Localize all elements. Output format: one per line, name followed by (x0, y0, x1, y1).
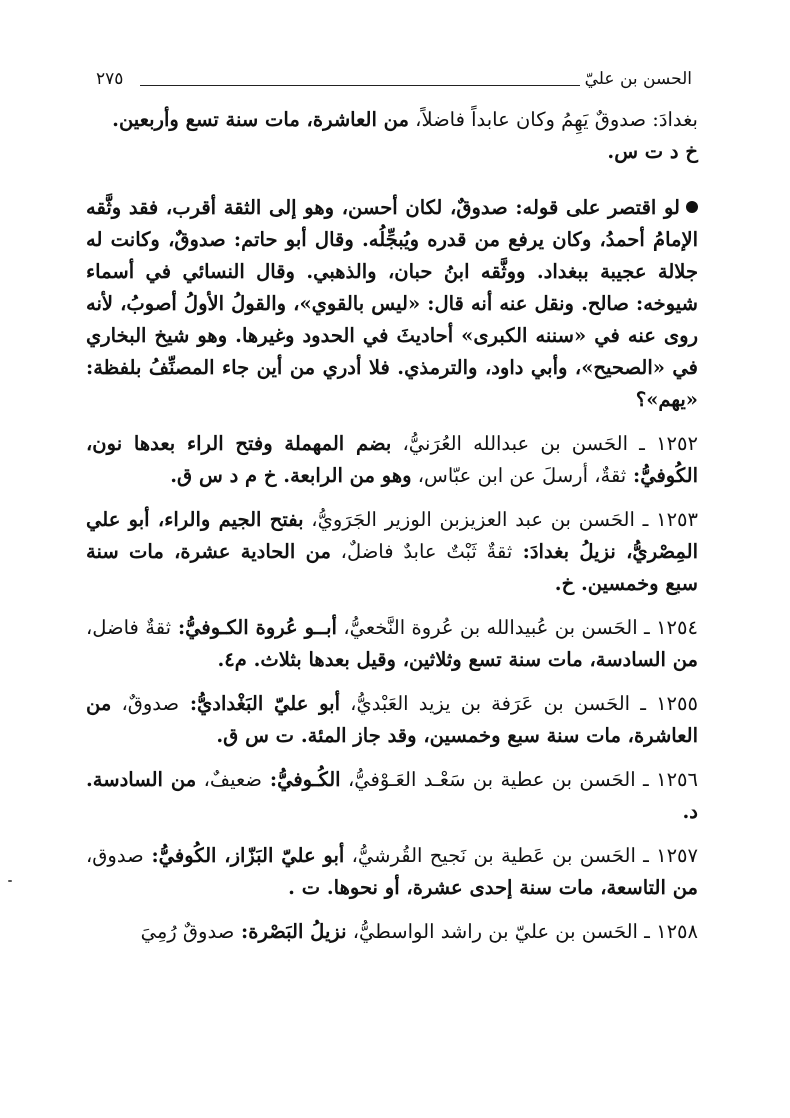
entry-name: الحَسن بن عَرَفة بن يزيد العَبْديُّ، (340, 692, 631, 715)
running-header (96, 68, 692, 94)
running-title: الحسن بن عليّ (584, 69, 692, 89)
entry-tabaqa: من التاسعة، مات سنة إحدى عشرة، أو نحوها. ت . (288, 876, 698, 899)
entry-1255: ١٢٥٥ ـ الحَسن بن عَرَفة بن يزيد العَبْديُّ، أبو عليّ البَغْداديُّ: صدوقٌ، من العاشرة، مات سنة سبع وخمسين، وقد جاز المئة. ت س ق. (86, 692, 698, 747)
page-number: ٢٧٥ (96, 69, 124, 89)
continuation-symbols: خ د ت س. (607, 140, 698, 163)
entry-name: الحَسن بن عطية بن سَعْـد العَـوْفيُّ، (340, 768, 636, 791)
entry-tabaqa: وهو من الرابعة. خ م د س ق. (170, 464, 412, 487)
entry-name: الحَسن بن عُبيدالله بن عُروة النَّخعيُّ، (336, 616, 638, 639)
entry-grade: صدوقٌ، (111, 692, 180, 715)
entry-nisba: بفتح الجيم والراء، أبو علي المِصْريُّ، نزيلُ بغدادَ: (86, 508, 698, 563)
scan-speck (8, 880, 12, 882)
page-body (86, 104, 698, 960)
entry-grade: صدوق، (86, 844, 144, 867)
entry-nisba: الكُـوفيُّ: (261, 768, 341, 791)
entry-name: الحَسن بن عبد العزيزبن الوزير الجَرَويُّ، (303, 508, 635, 531)
entry-number: ١٢٥٨ (656, 920, 698, 943)
entry-tabaqa: من العاشرة، مات سنة سبع وخمسين، وقد جاز المئة. ت س ق. (86, 692, 698, 747)
entry-grade: صدوقٌ رُمِيَ (140, 920, 235, 943)
entry-nisba: بضم المهملة وفتح الراء بعدها نون، الكُوفيُّ: (86, 432, 698, 487)
entry-number: ١٢٥٧ (656, 844, 698, 867)
entry-tabaqa: من الحادية عشرة، مات سنة سبع وخمسين. خ. (86, 540, 698, 595)
bullet-icon (686, 201, 698, 213)
entry-grade: ثقةٌ ثَبْتٌ عابدٌ فاضلٌ، (330, 540, 513, 563)
entry-nisba: أبو عليّ البَزّاز، الكُوفيُّ: (143, 844, 345, 867)
entry-number: ١٢٥٢ (656, 432, 698, 455)
entry-number: ١٢٥٦ (656, 768, 698, 791)
entry-grade: ضعيفٌ، (196, 768, 262, 791)
entry-number: ١٢٥٣ (656, 508, 698, 531)
entry-grade: ثقةٌ، أرسلَ عن ابن عبّاس، (411, 464, 627, 487)
editor-note-text: لو اقتصر على قوله: صدوقٌ، لكان أحسن، وهو إلى الثقة أقرب، فقد وثَّقه الإمامُ أحمدُ، وكان يرفع من قدره ويُبجِّلُه. وقال أبو حاتم: صدوقٌ، وكانت له جلالة عجيبة ببغداد. ووثَّقه ابنُ حبان، والذهبي. وقال النسائي في أسماء شيوخه: صالح. ونقل عنه أنه قال: «ليس بالقوي»، والقولُ الأولُ أصوبُ، لأنه روى عنه في «سننه الكبرى» أحاديثَ في الحدود وغيرها. وهو شيخ البخاري في «الصحيح»، وأبي داود، والترمذي. فلا أدري من أين جاء المصنِّفُ بلفظة: «يهم»؟ (86, 196, 698, 411)
continuation-paragraph (86, 104, 698, 168)
continuation-bold: من العاشرة، مات سنة تسع وأربعين. (112, 108, 409, 131)
entry-1252: ١٢٥٢ ـ الحَسن بن عبدالله العُرَنيُّ، بضم المهملة وفتح الراء بعدها نون، الكُوفيُّ: ثقةٌ، أرسلَ عن ابن عبّاس، وهو من الرابعة. خ م د س ق. (86, 432, 698, 487)
entry-name: الحَسن بن عليّ بن راشد الواسطيُّ، (346, 920, 638, 943)
entry-1254: ١٢٥٤ ـ الحَسن بن عُبيدالله بن عُروة النَّخعيُّ، أبــو عُروة الكـوفيُّ: ثقةٌ فاضل، من السادسة، مات سنة تسع وثلاثين، وقيل بعدها بثلاث. م٤. (86, 616, 698, 671)
entry-number: ١٢٥٥ (656, 692, 698, 715)
editor-note (86, 192, 698, 416)
entry-nisba: نزيلُ البَصْرة: (234, 920, 347, 943)
entry-tabaqa: من السادسة، مات سنة تسع وثلاثين، وقيل بعدها بثلاث. م٤. (217, 648, 698, 671)
entry-name: الحَسن بن عبدالله العُرَنيُّ، (391, 432, 628, 455)
entry-nisba: أبو عليّ البَغْداديُّ: (179, 692, 340, 715)
entry-1258: ١٢٥٨ ـ الحَسن بن عليّ بن راشد الواسطيُّ، نزيلُ البَصْرة: صدوقٌ رُمِيَ (140, 920, 698, 943)
entry-1257: ١٢٥٧ ـ الحَسن بن عَطية بن نَجيح القُرشيُّ، أبو عليّ البَزّاز، الكُوفيُّ: صدوق، من التاسعة، مات سنة إحدى عشرة، أو نحوها. ت . (86, 844, 698, 899)
entry-nisba: أبــو عُروة الكـوفيُّ: (171, 616, 337, 639)
entry-number: ١٢٥٤ (656, 616, 698, 639)
header-rule (140, 85, 580, 86)
entry-tabaqa: من السادسة. د. (86, 768, 698, 823)
entry-grade: ثقةٌ فاضل، (86, 616, 171, 639)
entry-1256: ١٢٥٦ ـ الحَسن بن عطية بن سَعْـد العَـوْفيُّ، الكُـوفيُّ: ضعيفٌ، من السادسة. د. (86, 768, 698, 823)
entry-name: الحَسن بن عَطية بن نَجيح القُرشيُّ، (344, 844, 636, 867)
continuation-text: بغدادَ: صدوقٌ يَهِمُ وكان عابداً فاضلاً، (408, 108, 698, 131)
entry-1253: ١٢٥٣ ـ الحَسن بن عبد العزيزبن الوزير الجَرَويُّ، بفتح الجيم والراء، أبو علي المِصْريُّ، نزيلُ بغدادَ: ثقةٌ ثَبْتٌ عابدٌ فاضلٌ، من الحادية عشرة، مات سنة سبع وخمسين. خ. (86, 508, 698, 595)
